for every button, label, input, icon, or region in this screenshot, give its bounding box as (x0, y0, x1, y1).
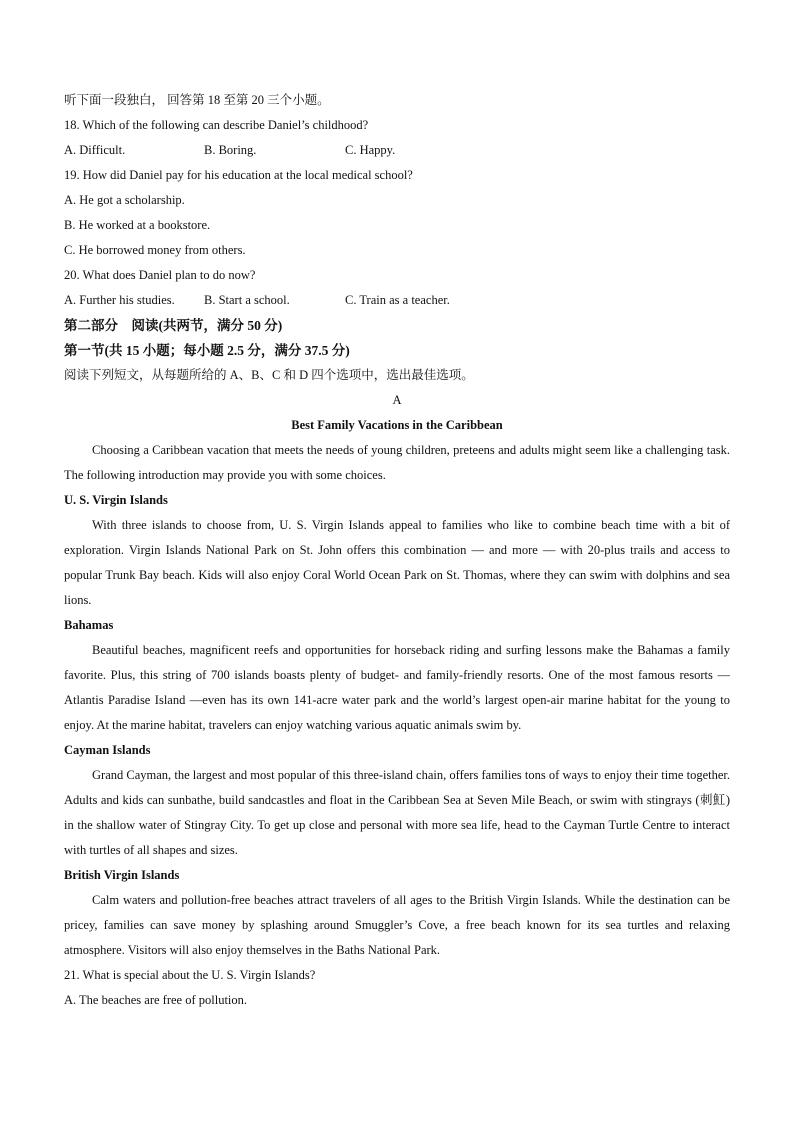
heading-british-virgin-islands: British Virgin Islands (64, 868, 180, 882)
option-c: C. Happy. (345, 143, 396, 157)
option-c: C. Train as a teacher. (345, 293, 450, 307)
heading-us-virgin-islands: U. S. Virgin Islands (64, 493, 168, 507)
passage-title: Best Family Vacations in the Caribbean (291, 418, 503, 432)
option-c: C. He borrowed money from others. (64, 243, 246, 257)
question-20-options (64, 288, 730, 313)
paragraph-cayman-islands: Grand Cayman, the largest and most popular of this three-island chain, offers families tons of ways to enjoy their time together. Adults and kids can sunbathe, build sandcastles and float in the Caribbean Sea at Seven Mile Beach, or swim with stingrays (刺魟) in the shallow water of Stingray City. To get up close and personal with more sea life, head to the Cayman Turtle Centre to interact with turtles of all shapes and sizes. (64, 768, 730, 857)
question-19: 19. How did Daniel pay for his education at the local medical school? (64, 168, 413, 182)
question-18-options (64, 138, 730, 163)
passage-letter: A (392, 393, 402, 407)
option-a: A. Further his studies. (64, 293, 175, 307)
question-18: 18. Which of the following can describe Daniel’s childhood? (64, 118, 369, 132)
paragraph-british-virgin-islands: Calm waters and pollution-free beaches attract travelers of all ages to the British Virgin Islands. While the destination can be pricey, families can save money by splashing around Smuggler’s Cove, a free beach known for its sea turtles and relaxing atmosphere. Visitors will also enjoy themselves in the Baths National Park. (64, 893, 730, 957)
option-a: A. He got a scholarship. (64, 193, 185, 207)
option-a: A. The beaches are free of pollution. (64, 993, 248, 1007)
section-one-title: 第一节(共 15 小题；每小题 2.5 分，满分 37.5 分) (64, 343, 350, 358)
question-21: 21. What is special about the U. S. Virgin Islands? (64, 968, 316, 982)
paragraph-bahamas: Beautiful beaches, magnificent reefs and opportunities for horseback riding and surfing lessons make the Bahamas a family favorite. Plus, this string of 700 islands boasts plenty of budget- and family-friendly resorts. One of the most famous resorts — Atlantis Paradise Island —even has its own 141-acre water park and the world’s largest open-air marine habitat for the young to enjoy. At the marine habitat, travelers can enjoy watching various aquatic animals swim by. (64, 643, 730, 732)
option-a: A. Difficult. (64, 143, 126, 157)
heading-cayman-islands: Cayman Islands (64, 743, 151, 757)
option-b: B. Start a school. (204, 293, 290, 307)
option-b: B. He worked at a bookstore. (64, 218, 211, 232)
listening-instruction: 听下面一段独白， 回答第 18 至第 20 三个小题。 (64, 93, 330, 107)
part-two-title: 第二部分 阅读(共两节，满分 50 分) (64, 318, 283, 333)
heading-bahamas: Bahamas (64, 618, 114, 632)
paragraph-us-virgin-islands: With three islands to choose from, U. S. Virgin Islands appeal to families who like to combine beach time with a bit of exploration. Virgin Islands National Park on St. John offers this combination — and more — with 20-plus trails and access to popular Trunk Bay beach. Kids will also enjoy Coral World Ocean Park on St. Thomas, where they can swim with dolphins and sea lions. (64, 518, 730, 607)
question-20: 20. What does Daniel plan to do now? (64, 268, 256, 282)
reading-instruction: 阅读下列短文，从每题所给的 A、B、C 和 D 四个选项中，选出最佳选项。 (64, 368, 474, 382)
option-b: B. Boring. (204, 143, 257, 157)
page-content (64, 88, 730, 1013)
passage-intro: Choosing a Caribbean vacation that meets the needs of young children, preteens and adults might seem like a challenging task. The following introduction may provide you with some choices. (64, 443, 730, 482)
